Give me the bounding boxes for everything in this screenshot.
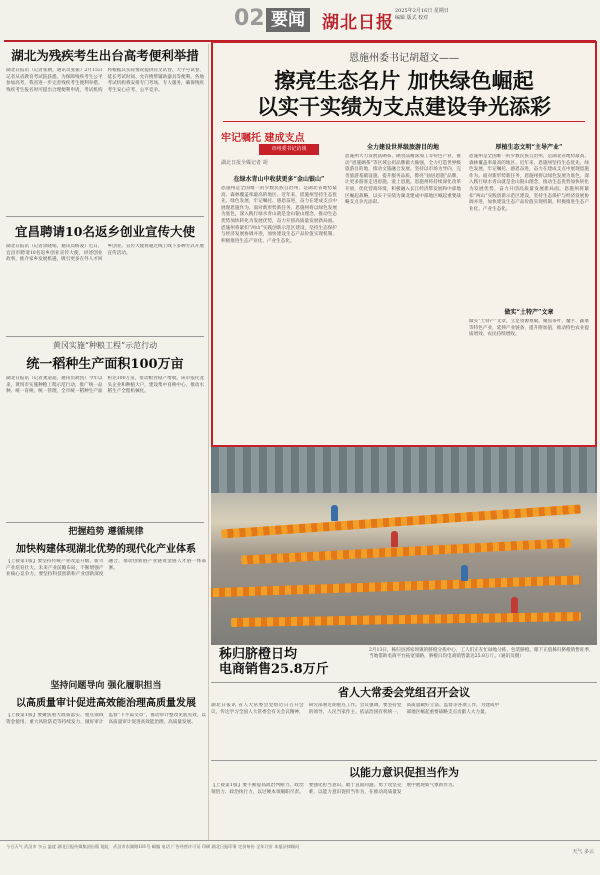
story-divider <box>6 522 204 523</box>
story-npc-meeting <box>211 684 597 758</box>
page-footer <box>0 840 600 875</box>
stamp-brush-text: 牢记嘱托 建成支点 <box>221 133 305 144</box>
photo-title <box>219 647 329 677</box>
story-body: 湖北日报讯 省人大常委会党组近日召开会议，传达学习全国人大常委会有关会议精神，研究部署近期重点工作。会议强调，要坚持党的领导、人民当家作主、依法治国有机统一，高质量做好立法、监督等各项工作，为建成中部地区崛起重要战略支点贡献人大力量。 <box>211 703 500 715</box>
story-body: 湖北日报讯（记者余晓娟，通讯员杨凌）近日，宜昌市聘请10名返乡创业宣传大使，讲述创业故事，推介家乡发展机遇，吸引更多在外人才回乡创业。宣传大使将通过线上线下多种方式开展宣传活动。 <box>6 244 204 263</box>
factory-roof <box>211 447 597 493</box>
feature-body: 恩施州大力发展富硒茶、硒食品精深加工等特色产业，推动“恩施硒茶”等区域公用品牌做大做强，全力打造世界级旅游目的地，推动文旅融合发展。坚持以市场为导向，完善旅游基础设施，提升服务品质，擦亮“仙居恩施”品牌，让更多游客走进恩施、爱上恩施。恩施州将持续深化改革开放，优化营商环境，积极融入长江经济带发展和中部地区崛起战略，以实干实绩为湖北建成中部地区崛起重要战略支点争光添彩。 <box>345 154 461 206</box>
story-industry-system <box>6 524 206 674</box>
news-photo-orange-sorting <box>211 447 597 645</box>
story-body: 【上接第1版】要聚焦重大政策落实、重点领域资金使用、重大风险防范等持续发力，做好审计监督“下半篇文章”，推动审计整改见底见效，以高质量审计促进高效能治理、高质量发展。 <box>6 713 206 725</box>
story-headline: 宜昌聘请10名返乡创业宣传大使 <box>15 224 195 239</box>
feature-kicker: 恩施州委书记胡超文—— <box>349 53 459 64</box>
story-headline: 以高质量审计促进高效能治理高质量发展 <box>16 698 196 709</box>
feature-section-head: 做实“土特产”文章 <box>504 309 554 316</box>
story-subheadline: 坚持问题导向 强化履职担当 <box>50 681 162 691</box>
feature-column-3 <box>469 139 589 443</box>
conveyor-belt <box>211 575 581 597</box>
story-headline: 湖北为残疾考生出台高考便利举措 <box>11 48 199 63</box>
story-yichang <box>6 222 204 332</box>
section-label: 要闻 <box>266 8 310 32</box>
page-number: 02 <box>234 6 265 31</box>
worker <box>511 597 518 613</box>
feature-interview <box>211 41 597 447</box>
feature-body: 做实“土特产”文章，立足资源禀赋，聚焦茶叶、魔芋、蔬菜等特色产业，延伸产业链条，提升附加值，推动特色农业提质增效、农民持续增收。 <box>469 319 589 338</box>
story-headline: 以能力意识促担当作为 <box>349 766 459 779</box>
feature-body: 恩施州是全国唯一的少数民族自治州，是湖北省地势最高、森林覆盖率最高的地区。近年来，恩施州坚持生态优先、绿色发展，牢记嘱托、感恩奋进，奋力在建成支点中展现恩施作为。面对新形势新任务，恩施州将以绿色发展为底色，深入践行绿水青山就是金山银山理念，推动生态优势加快转化为发展优势，奋力开创高质量发展新局面。恩施州将紧扣“两山”实践创新示范区建设，坚持生态保护与经济发展协调并进，加快建设生态产品价值实现机制，积极推进生态产业化、产业生态化。 <box>469 154 589 212</box>
masthead-info: 2025年2月16日 星期日 编辑 版式 校对 <box>395 8 449 21</box>
photo-caption <box>211 645 597 679</box>
story-headline: 加快构建体现湖北优势的现代化产业体系 <box>16 544 196 555</box>
story-subheadline: 黄冈实施“种粮工程”示范行动 <box>52 341 158 350</box>
stamp-ribbon: 市州委书记访谈 <box>259 144 319 155</box>
photo-title-line1: 秭归脐橙日均 <box>219 647 298 662</box>
conveyor-belt <box>231 612 581 627</box>
story-divider <box>211 682 597 683</box>
worker <box>331 505 338 521</box>
feature-column-2 <box>345 139 461 443</box>
column-stamp <box>221 129 321 169</box>
column-divider <box>208 44 209 840</box>
story-huanggang <box>6 340 204 520</box>
story-headline: 省人大常委会党组召开会议 <box>338 686 470 699</box>
story-audit <box>6 678 206 838</box>
story-body: 【上接第1版】要坚持传统产业改造升级、新兴产业培育壮大、未来产业前瞻布局，不断增强产业核心竞争力。要坚持科技创新和产业创新深度融合，推动创新链产业链资金链人才链一体部署。 <box>6 559 206 578</box>
conveyor-belt <box>221 504 581 538</box>
feature-section-head: 在绿水青山中收获更多“金山银山” <box>233 176 325 183</box>
newspaper-logo: 湖北日报 <box>322 13 394 33</box>
feature-title-line1: 擦亮生态名片 加快绿色崛起 <box>274 68 534 93</box>
stamp-byline: 湖北日报全媒记者 胡 <box>221 160 268 166</box>
story-subheadline: 把握趋势 遵循规律 <box>68 527 144 537</box>
story-divider <box>6 336 204 337</box>
conveyor-belt <box>241 538 571 564</box>
photo-caption-text: 2月13日，秭归县郭家坝镇的脐橙分拣中心，工人们正在忙碌地分拣、包装脐橙。眼下正值秭归脐橙销售旺季，当地借助电商平台拓宽销路，脐橙日均电商销售量达25.8万斤。（通讯员摄） <box>369 648 594 659</box>
feature-section-head: 全力建设世界级旅游目的地 <box>366 144 439 151</box>
feature-section-head: 厚植生态文明“主导产业” <box>495 144 563 151</box>
worker <box>391 531 398 547</box>
feature-column-1 <box>221 171 337 443</box>
weather-note: 天气 多云 <box>572 849 594 855</box>
photo-title-line2: 电商销售25.8万斤 <box>219 662 329 677</box>
story-divider <box>211 760 597 761</box>
story-body: 湖北日报讯（记者龚道超，通讯员胡凯）今年以来，黄冈市实施种粮工程示范行动，推广统一品种、统一育秧、统一管理，全市统一稻种生产面积达100万亩，带动粮食稳产增收。该市依托龙头企业和种植大户，建设集中育秧中心，推动水稻生产全程机械化。 <box>6 376 204 395</box>
story-body: 【上接第1版】要不断提高政治判断力、政治领悟力、政治执行力，以过硬本领履职尽责。要强化担当意识，敢于直面问题、勇于攻坚克难，以能力意识促担当作为，在推动高质量发展中展现新气象新作为。 <box>211 783 458 795</box>
footer-text: 今日天气 武汉市 多云 温度 湖北日报传媒集团出版 地址：武汉市东湖路181号 邮编 电话 广告经营许可证 印刷 湖北日报印务 定价每份 全年订价 本报法律顾问 <box>6 844 300 849</box>
feature-title-line2: 以实干实绩为支点建设争光添彩 <box>257 94 551 119</box>
story-disabled-exam <box>6 46 204 216</box>
story-capability <box>211 764 597 838</box>
masthead <box>0 0 600 44</box>
story-divider <box>6 216 204 217</box>
story-body: 湖北日报讯（记者张朝，通讯员张振）2月15日记者从省教育考试院获悉，为保障残疾考生公平参加高考，我省进一步完善残疾考生便利举措。残疾考生报名时可提出合理便利申请，考试机构将根据其实际情况提供盲文试卷、大字号试卷、延长考试时间、允许携带辅助器具等便利。各地考试机构将安排专门考场、专人服务，确保残疾考生安心应考、公平竞争。 <box>6 68 204 93</box>
worker <box>461 565 468 581</box>
story-headline: 统一稻种生产面积100万亩 <box>26 357 184 372</box>
feature-body: 恩施州是全国唯一的少数民族自治州，是湖北省地势最高、森林覆盖率最高的地区。近年来，恩施州坚持生态优先、绿色发展，牢记嘱托、感恩奋进，奋力在建成支点中展现恩施作为。面对新形势新任务，恩施州将以绿色发展为底色，深入践行绿水青山就是金山银山理念，推动生态优势加快转化为发展优势，奋力开创高质量发展新局面。恩施州将紧扣“两山”实践创新示范区建设，坚持生态保护与经济发展协调并进，加快建设生态产品价值实现机制，积极推进生态产业化、产业生态化。 <box>221 186 337 244</box>
feature-rule <box>223 121 585 122</box>
